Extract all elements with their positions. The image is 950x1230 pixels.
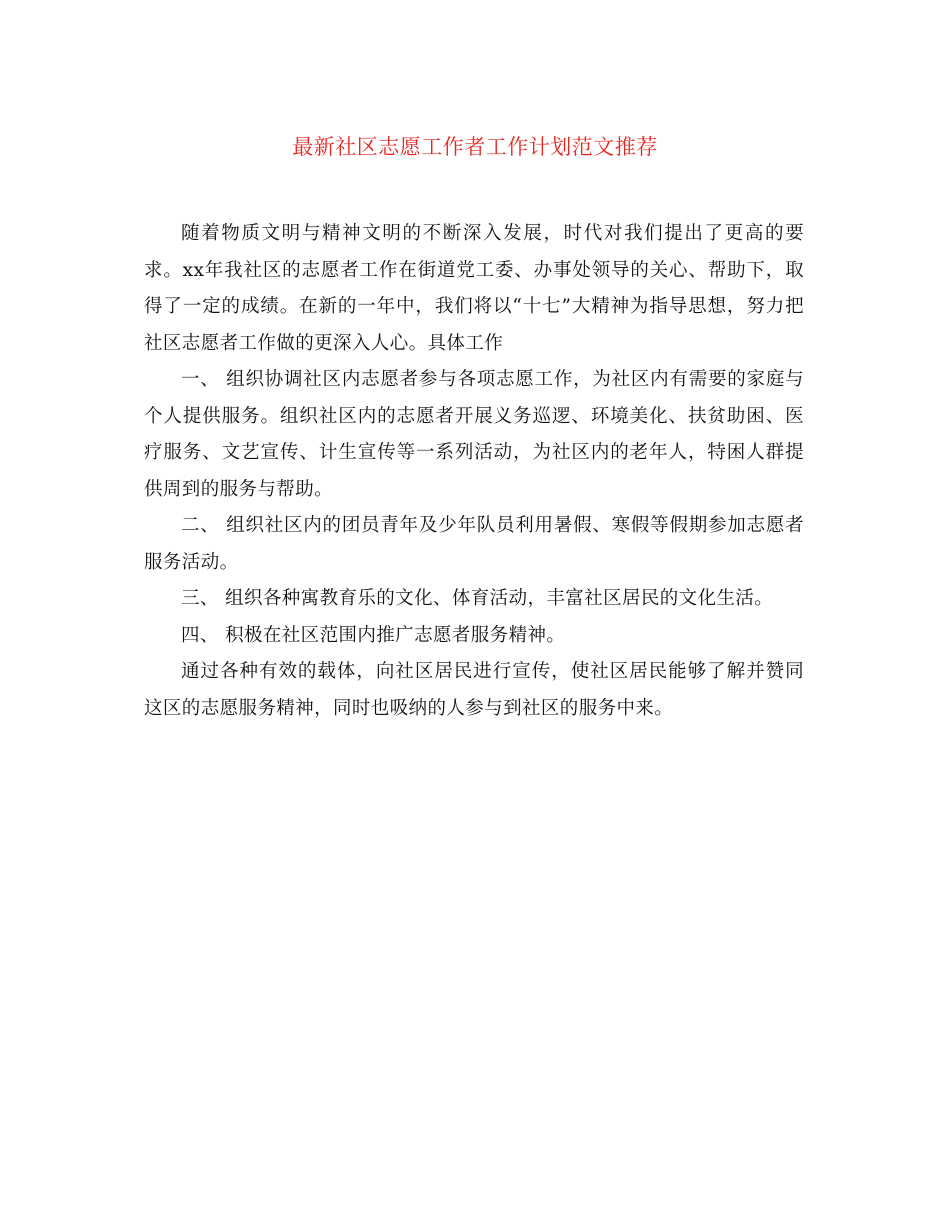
paragraph-intro: 随着物质文明与精神文明的不断深入发展，时代对我们提出了更高的要求。xx年我社区的志愿者工作在街道党工委、办事处领导的关心、帮助下，取得了一定的成绩。在新的一年中，我们将以“十七”大精神为指导思想，努力把社区志愿者工作做的更深入人心。具体工作 (144, 223, 804, 354)
document-title: 最新社区志愿工作者工作计划范文推荐 (292, 135, 658, 159)
paragraph-closing: 通过各种有效的载体，向社区居民进行宣传，使社区居民能够了解并赞同这区的志愿服务精神，同时也吸纳的人参与到社区的服务中来。 (144, 661, 804, 719)
paragraph-item-3: 三、 组织各种寓教育乐的文化、体育活动，丰富社区居民的文化生活。 (181, 588, 774, 609)
paragraph-item-2: 二、 组织社区内的团员青年及少年队员利用暑假、寒假等假期参加志愿者服务活动。 (144, 515, 804, 573)
paragraph-item-1: 一、 组织协调社区内志愿者参与各项志愿工作，为社区内有需要的家庭与个人提供服务。组织社区内的志愿者开展义务巡逻、环境美化、扶贫助困、医疗服务、文艺宣传、计生宣传等一系列活动，为社区内的老年人，特困人群提供周到的服务与帮助。 (144, 369, 804, 500)
document-body (144, 216, 804, 727)
paragraph-item-4: 四、 积极在社区范围内推广志愿者服务精神。 (181, 624, 566, 646)
